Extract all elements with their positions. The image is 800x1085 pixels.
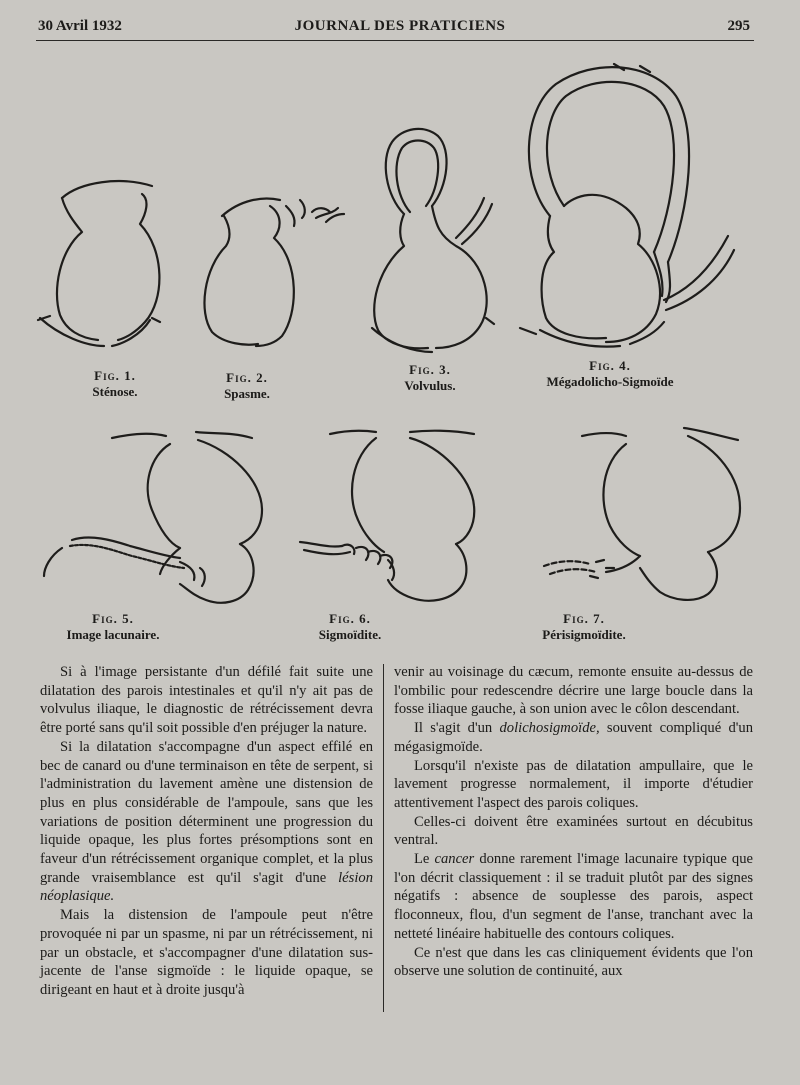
figure-number: Fig. 3. — [409, 362, 451, 377]
figure-number: Fig. 2. — [226, 370, 268, 385]
paragraph: Il s'agit d'un dolichosigmoïde, souvent compliqué d'un mégasigmoïde. — [394, 720, 754, 755]
figure-number: Fig. 7. — [563, 611, 605, 626]
figure-4-caption — [522, 358, 698, 390]
fig7-drawing — [544, 428, 740, 600]
paragraph: venir au voisinage du cæcum, remonte ensuite au-dessus de l'ombilic pour redescendre décrire une large boucle dans la fosse iliaque gauche, à son union avec le côlon descendant. — [394, 664, 753, 718]
fig5-drawing — [44, 432, 262, 603]
figure-number: Fig. 1. — [94, 368, 136, 383]
paragraph: Ce n'est que dans les cas cliniquement évidents que l'on observe une solution de continuité, aux — [394, 944, 753, 980]
fig6-drawing — [300, 431, 474, 601]
header-page-number: 295 — [727, 18, 750, 34]
figure-2-caption — [202, 370, 292, 402]
fig3-drawing — [372, 129, 494, 352]
figure-title: Spasme. — [224, 386, 270, 401]
paragraph: Si la dilatation s'accompagne d'un aspect effilé en bec de canard ou d'une terminaison en tête de serpent, si l'administration du lavement amène une distension de plus en plus considérable de l'ampoule, sans que les variations de position déterminent une progression du liquide opaque, les plus fortes présomptions sont en faveur d'un rétrécissement organique complet, et la plus grande vraisemblance est qu'il s'agit d'une lésion néoplasique. — [40, 738, 373, 905]
figure-title: Sténose. — [92, 384, 138, 399]
right-column — [394, 663, 753, 981]
left-column — [40, 663, 373, 1000]
figure-title: Sigmoïdite. — [318, 627, 382, 642]
figure-title: Image lacunaire. — [66, 627, 160, 642]
paragraph: Celles-ci doivent être examinées surtout en décubitus ventral. — [394, 813, 753, 849]
figure-title: Mégadolicho-Sigmoïde — [546, 374, 674, 389]
figure-6-caption — [300, 611, 400, 643]
figure-number: Fig. 4. — [589, 358, 631, 373]
header-journal-title: JOURNAL DES PRATICIENS — [294, 18, 506, 34]
fig1-drawing — [38, 181, 160, 346]
paragraph: Mais la distension de l'ampoule peut n'être provoquée ni par un spasme, ni par un rétrécissement, ni par un obstacle, et s'accompagner d'une dilatation sus-jacente de l'anse sigmoïde : le liquide opaque, se dirigeant en haut et à droite jusqu'à — [40, 907, 373, 998]
fig4-drawing — [520, 64, 734, 347]
figure-7-caption — [524, 611, 644, 643]
figure-3-caption — [380, 362, 480, 394]
paragraph: Le cancer donne rarement l'image lacunaire typique que l'on décrit classiquement : il se traduit plutôt par des signes négatifs : absence de souplesse des parois, aspect floconneux, flou, d'un segment de l'anse, tranchant avec la netteté linéaire habituelle des contours coliques. — [394, 851, 753, 942]
figure-number: Fig. 6. — [329, 611, 371, 626]
figure-number: Fig. 5. — [92, 611, 134, 626]
figure-title: Périsigmoïdite. — [542, 627, 626, 642]
column-separator — [383, 664, 384, 1012]
figure-1-caption — [70, 368, 160, 400]
header-date: 30 Avril 1932 — [38, 18, 122, 34]
paragraph: Lorsqu'il n'existe pas de dilatation ampullaire, que le lavement progresse normalement, il importe d'étudier attentivement l'aspect des parois coliques. — [394, 757, 753, 811]
paragraph: Si à l'image persistante d'un défilé fait suite une dilatation des parois intestinales et qu'il n'y ait pas de volvulus iliaque, le diagnostic de rétrécissement devra être porté sans qu'il soit possible d'en préjuger la nature. — [40, 664, 373, 737]
figure-title: Volvulus. — [404, 378, 456, 393]
fig2-drawing — [204, 199, 344, 346]
figure-5-caption — [48, 611, 178, 643]
